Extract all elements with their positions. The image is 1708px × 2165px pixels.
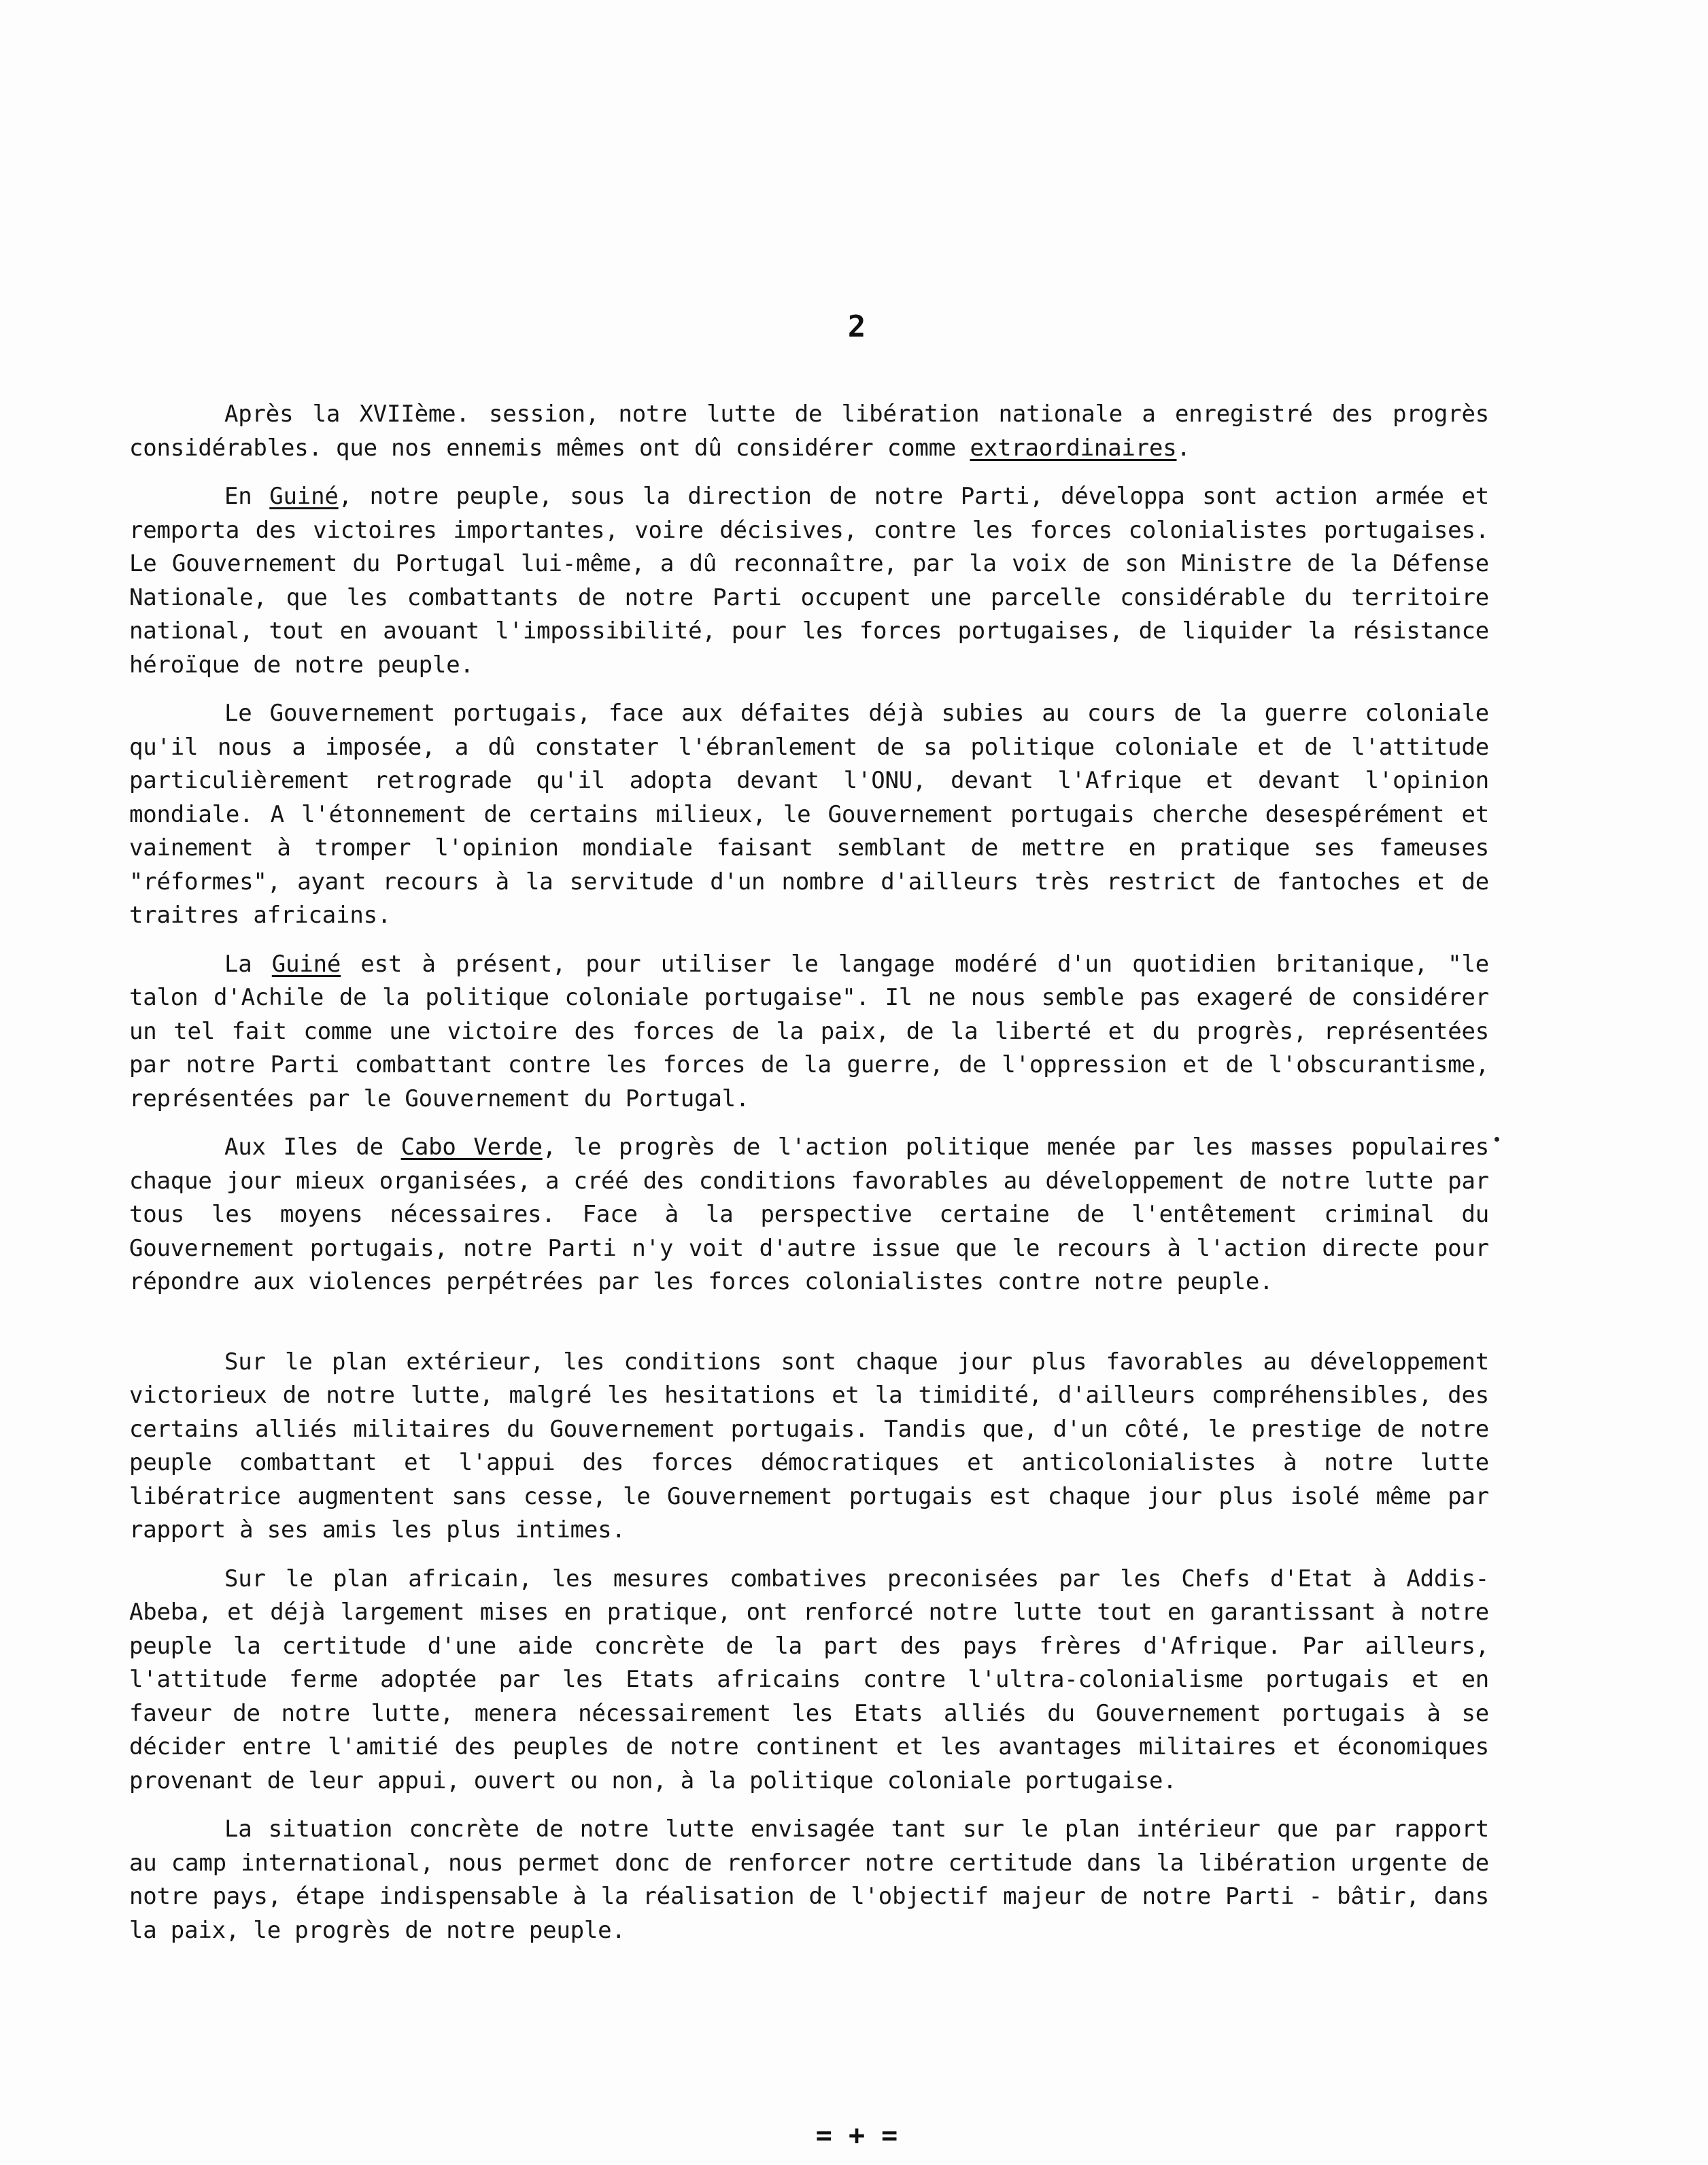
paragraph-1 (129, 398, 1489, 465)
end-mark: = + = (815, 2120, 898, 2151)
paragraph-text: , notre peuple, sous la direction de notre Parti, développa sont action armée et remporta des victoires importantes, voire décisives, contre les forces colonialistes portugaises. Le Gouvernement du Portugal lui-même, a dû reconnaître, par la voix de son Ministre de la Défense Nationale, que les combattants de notre Parti occupent une parcelle considérable du territoire national, tout en avouant l'impossibilité, pour les forces portugaises, de liquider la résistance héroïque de notre peuple. (129, 483, 1489, 679)
paragraph-text: Après la XVIIème. session, notre lutte de libération nationale a enregistré des progrès considérables. que nos ennemis mêmes ont dû considérer comme (129, 400, 1489, 462)
paragraph-text: . (1176, 434, 1191, 462)
paragraph-6 (129, 1346, 1489, 1548)
paragraph-7 (129, 1563, 1489, 1799)
underlined-word: Guiné (271, 950, 341, 978)
paragraph-text: Le Gouvernement portugais, face aux défaites déjà subies au cours de la guerre coloniale qu'il nous a imposée, a dû constater l'ébranlement de sa politique coloniale et de l'attitude particulièrement retrograde qu'il adopta devant l'ONU, devant l'Afrique et devant l'opinion mondiale. A l'étonnement de certains milieux, le Gouvernement portugais cherche desespérément et vainement à tromper l'opinion mondiale faisant semblant de mettre en pratique ses fameuses "réformes", ayant recours à la servitude d'un nombre d'ailleurs très restrict de fantoches et de traitres africains. (129, 700, 1489, 929)
paragraph-3 (129, 697, 1489, 933)
paragraph-text: La (224, 950, 272, 978)
paragraph-text: Sur le plan africain, les mesures combatives preconisées par les Chefs d'Etat à Addis-Abeba, et déjà largement mises en pratique, ont renforcé notre lutte tout en garantissant à notre peuple la certitude d'une aide concrète de la part des pays frères d'Afrique. Par ailleurs, l'attitude ferme adoptée par les Etats africains contre l'ultra-colonialisme portugais et en faveur de notre lutte, menera nécessairement les Etats alliés du Gouvernement portugais à se décider entre l'amitié des peuples de notre continent et les avantages militaires et économiques provenant de leur appui, ouvert ou non, à la politique coloniale portugaise. (129, 1565, 1489, 1794)
paragraph-4 (129, 948, 1489, 1116)
paragraph-2 (129, 480, 1489, 682)
paragraph-text: Sur le plan extérieur, les conditions sont chaque jour plus favorables au développement victorieux de notre lutte, malgré les hesitations et la timidité, d'ailleurs compréhensibles, des certains alliés militaires du Gouvernement portugais. Tandis que, d'un côté, le prestige de notre peuple combattant et l'appui des forces démocratiques et anticolonialistes à notre lutte libératrice augmentent sans cesse, le Gouvernement portugais est chaque jour plus isolé même par rapport à ses amis les plus intimes. (129, 1348, 1489, 1544)
underlined-word: extraordinaires (970, 434, 1177, 462)
underlined-word: Cabo Verde (400, 1133, 543, 1161)
underlined-word: Guiné (269, 483, 339, 510)
paragraph-5 (129, 1131, 1489, 1299)
document-body (129, 398, 1489, 1947)
page-number: 2 (847, 309, 866, 344)
stray-dot-mark (1494, 1137, 1499, 1142)
paragraph-text: est à présent, pour utiliser le langage modéré d'un quotidien britanique, "le talon d'Achile de la politique coloniale portugaise". Il ne nous semble pas exageré de considérer un tel fait comme une victoire des forces de la paix, de la liberté et du progrès, représentées par notre Parti combattant contre les forces de la guerre, de l'oppression et de l'obscurantisme, représentées par le Gouvernement du Portugal. (129, 950, 1489, 1112)
paragraph-text: En (224, 483, 270, 510)
paragraph-text: , le progrès de l'action politique menée par les masses populaires chaque jour mieux organisées, a créé des conditions favorables au développement de notre lutte par tous les moyens nécessaires. Face à la perspective certaine de l'entêtement criminal du Gouvernement portugais, notre Parti n'y voit d'autre issue que le recours à l'action directe pour répondre aux violences perpétrées par les forces colonialistes contre notre peuple. (129, 1133, 1489, 1295)
paragraph-8 (129, 1813, 1489, 1947)
paragraph-text: La situation concrète de notre lutte envisagée tant sur le plan intérieur que par rapport au camp international, nous permet donc de renforcer notre certitude dans la libération urgente de notre pays, étape indispensable à la réalisation de l'objectif majeur de notre Parti - bâtir, dans la paix, le progrès de notre peuple. (129, 1815, 1489, 1944)
paragraph-text: Aux Iles de (224, 1133, 401, 1161)
